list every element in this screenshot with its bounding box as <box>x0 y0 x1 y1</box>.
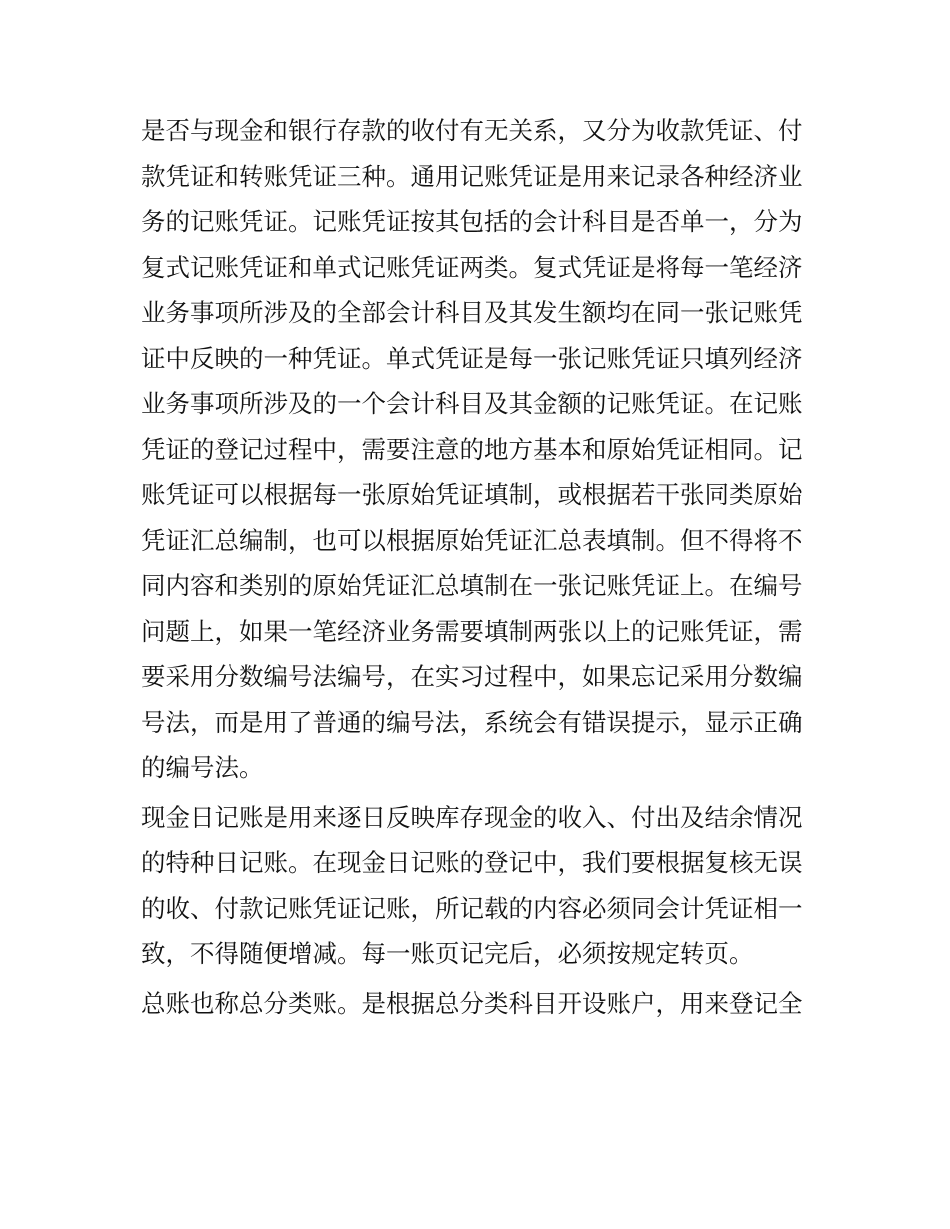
text-line: 现金日记账是用来逐日反映库存现金的收入、付出及结余情况 <box>141 802 803 832</box>
text-line: 账凭证可以根据每一张原始凭证填制，或根据若干张同类原始 <box>141 480 803 509</box>
text-line: 总账也称总分类账。是根据总分类科目开设账户，用来登记全 <box>141 988 803 1018</box>
text-line: 问题上，如果一笔经济业务需要填制两张以上的记账凭证，需 <box>141 616 803 646</box>
text-line: 业务事项所涉及的一个会计科目及其金额的记账凭证。在记账 <box>141 389 803 418</box>
text-line: 致，不得随便增减。每一账页记完后，必须按规定转页。 <box>141 939 754 968</box>
text-line: 的特种日记账。在现金日记账的登记中，我们要根据复核无误 <box>141 848 803 877</box>
paragraph-3 <box>141 981 813 1027</box>
body-text <box>141 108 813 1026</box>
text-line: 业务事项所涉及的全部会计科目及其发生额均在同一张记账凭 <box>141 298 803 327</box>
text-line: 凭证的登记过程中，需要注意的地方基本和原始凭证相同。记 <box>141 434 803 464</box>
text-line: 要采用分数编号法编号，在实习过程中，如果忘记采用分数编 <box>141 662 803 691</box>
text-line: 凭证汇总编制，也可以根据原始凭证汇总表填制。但不得将不 <box>141 525 803 555</box>
paragraph-2 <box>141 795 813 977</box>
text-line: 款凭证和转账凭证三种。通用记账凭证是用来记录各种经济业 <box>141 161 803 191</box>
text-line: 号法，而是用了普通的编号法，系统会有错误提示，显示正确 <box>141 707 803 737</box>
text-line: 是否与现金和银行存款的收付有无关系，又分为收款凭证、付 <box>141 116 803 145</box>
text-line: 务的记账凭证。记账凭证按其包括的会计科目是否单一，分为 <box>141 207 803 236</box>
paragraph-1 <box>141 108 813 791</box>
text-line: 同内容和类别的原始凭证汇总填制在一张记账凭证上。在编号 <box>141 571 803 600</box>
text-line: 复式记账凭证和单式记账凭证两类。复式凭证是将每一笔经济 <box>141 252 803 282</box>
text-line: 证中反映的一种凭证。单式凭证是每一张记账凭证只填列经济 <box>141 343 803 373</box>
text-line: 的编号法。 <box>141 753 264 782</box>
text-line: 的收、付款记账凭证记账，所记载的内容必须同会计凭证相一 <box>141 893 803 923</box>
